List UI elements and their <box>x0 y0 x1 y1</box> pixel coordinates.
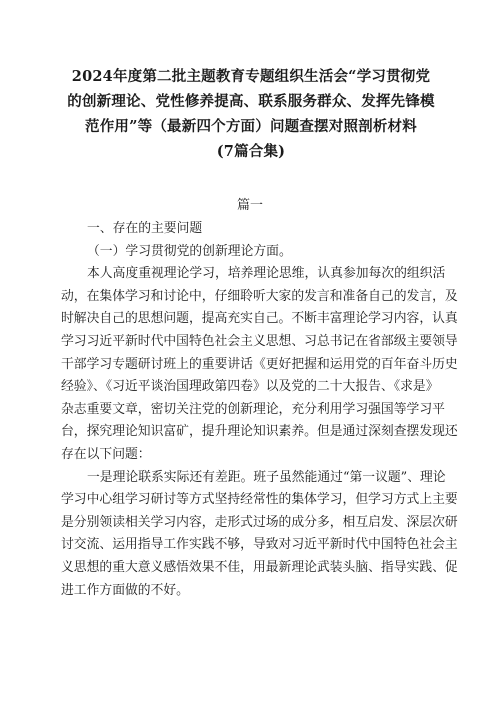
paragraph-line: 一是理论联系实际还有差距。班子虽然能通过“第一议题”、理论 <box>87 469 446 485</box>
paragraph-line: 经验》、《习近平谈治国理政第四卷》以及党的二十大报告、《求是》 <box>61 379 439 395</box>
paragraph-line: 时解决自己的思想问题，提高充实自己。不断丰富理论学习内容，认真 <box>61 311 458 327</box>
paragraph-line: 干部学习专题研讨班上的重要讲话《更好把握和运用党的百年奋斗历史 <box>61 356 458 372</box>
paragraph-line: 本人高度重视理论学习，培养理论思维，认真参加每次的组织活 <box>87 266 446 282</box>
heading-level-1: 一、存在的主要问题 <box>87 221 203 236</box>
paragraph-2 <box>61 467 461 603</box>
paragraph-line: 学习习近平新时代中国特色社会主义思想、习总书记在省部级主要领导 <box>61 333 458 349</box>
paragraph-line: 进工作方面做的不好。 <box>61 582 189 598</box>
section-label: 篇一 <box>236 198 263 213</box>
heading-level-2: （一）学习贯彻党的创新理论方面。 <box>87 243 292 259</box>
paragraph-line: 存在以下问题： <box>61 446 151 462</box>
title-line: 范作用”等（最新四个方面）问题查摆对照剖析材料 <box>85 118 417 135</box>
title-line: 的创新理论、党性修养提高、联系服务群众、发挥先锋模 <box>67 93 435 110</box>
paragraph-1 <box>61 263 461 466</box>
paragraph-line: 杂志重要文章，密切关注党的创新理论，充分利用学习强国等学习平 <box>61 401 445 417</box>
paragraph-line: 义思想的重大意义感悟效果不佳，用最新理论武装头脑、指导实践、促 <box>61 559 458 575</box>
paragraph-line: 台，探究理论知识富矿，提升理论知识素养。但是通过深刻查摆发现还 <box>61 424 458 440</box>
title-line: (7篇合集) <box>216 143 286 160</box>
paragraph-line: 是分别领读相关学习内容，走形式过场的成分多，相互启发、深层次研 <box>61 514 458 530</box>
document-title <box>28 64 474 164</box>
paragraph-line: 学习中心组学习研讨等方式坚持经常性的集体学习，但学习方式上主要 <box>61 492 458 508</box>
title-line: 2024年度第二批主题教育专题组织生活会“学习贯彻党 <box>71 68 431 85</box>
paragraph-line: 讨交流、运用指导工作实践不够，导致对习近平新时代中国特色社会主 <box>61 537 458 553</box>
document-body <box>61 218 461 602</box>
paragraph-line: 动，在集体学习和讨论中，仔细聆听大家的发言和准备自己的发言，及 <box>61 288 458 304</box>
